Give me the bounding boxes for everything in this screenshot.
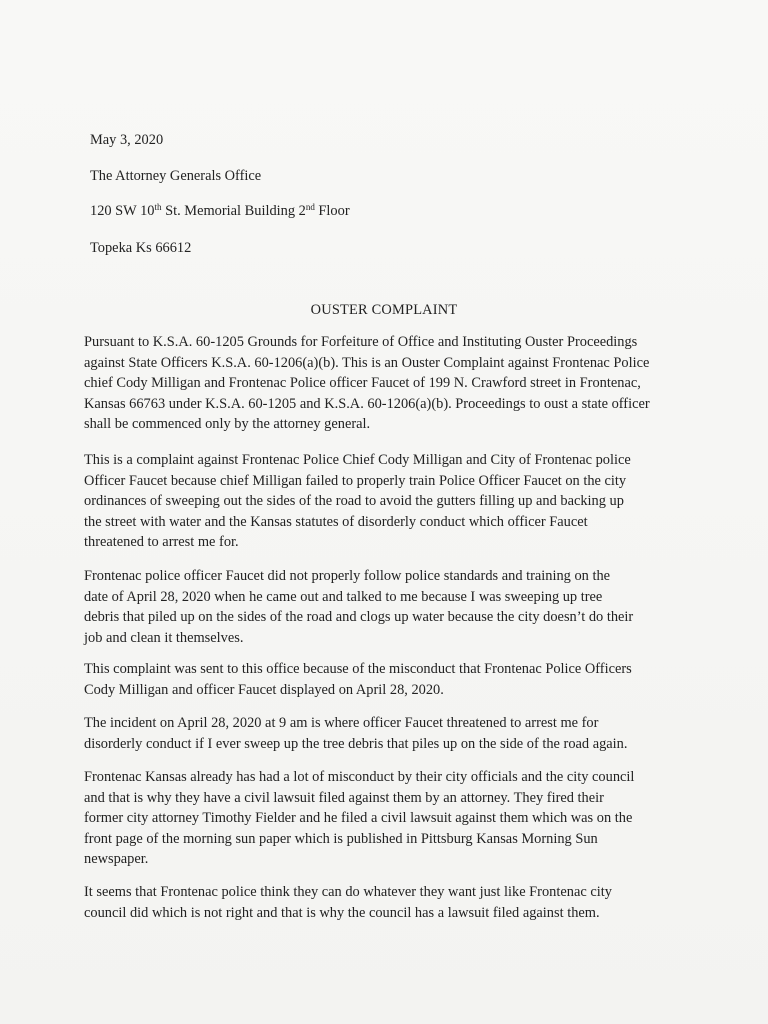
paragraph-line: Officer Faucet because chief Milligan failed to properly train Police Officer Faucet on the city bbox=[84, 472, 627, 489]
paragraph-line: chief Cody Milligan and Frontenac Police officer Faucet of 199 N. Crawford street in Frontenac, bbox=[84, 375, 641, 392]
paragraph bbox=[84, 713, 684, 754]
paragraph-line: disorderly conduct if I ever sweep up the tree debris that piles up on the side of the road again. bbox=[84, 735, 628, 752]
paragraph-line: and that is why they have a civil lawsuit filed against them by an attorney. They fired their bbox=[84, 789, 604, 806]
paragraph-line: ordinances of sweeping out the sides of the road to avoid the gutters filling up and backing up bbox=[84, 493, 624, 510]
paragraph-line: Frontenac Kansas already has had a lot of misconduct by their city officials and the city council bbox=[84, 769, 635, 785]
paragraph-line: former city attorney Timothy Fielder and he filed a civil lawsuit against them which was on the bbox=[84, 810, 633, 827]
paragraph bbox=[84, 450, 684, 553]
paragraph-line: threatened to arrest me for. bbox=[84, 534, 239, 551]
paragraph-line: shall be commenced only by the attorney general. bbox=[84, 416, 371, 433]
paragraph-line: Cody Milligan and officer Faucet displayed on April 28, 2020. bbox=[84, 681, 444, 698]
paragraph bbox=[84, 767, 684, 870]
paragraph-line: date of April 28, 2020 when he came out and talked to me because I was sweeping up tree bbox=[84, 588, 603, 605]
paragraph-line: council did which is not right and that is why the council has a lawsuit filed against them. bbox=[84, 904, 600, 921]
address-line-1 bbox=[90, 203, 350, 220]
address-part: St. Memorial Building 2 bbox=[161, 203, 306, 219]
paragraph-line: Kansas 66763 under K.S.A. 60-1205 and K.S.A. 60-1206(a)(b). Proceedings to oust a state officer bbox=[84, 395, 650, 412]
address-line-2: Topeka Ks 66612 bbox=[90, 240, 192, 256]
address-part: 120 SW 10 bbox=[90, 203, 155, 219]
paragraph-line: Frontenac police officer Faucet did not properly follow police standards and training on the bbox=[84, 568, 611, 584]
paragraph bbox=[84, 882, 684, 923]
address-superscript: nd bbox=[305, 202, 315, 212]
letter-date: May 3, 2020 bbox=[90, 132, 164, 148]
paragraph-line: newspaper. bbox=[84, 851, 149, 868]
paragraph-line: This complaint was sent to this office because of the misconduct that Frontenac Police Officers bbox=[84, 661, 632, 677]
paragraph-line: debris that piled up on the sides of the road and clogs up water because the city doesn’t do their bbox=[84, 609, 634, 626]
paragraph-line: This is a complaint against Frontenac Police Chief Cody Milligan and City of Frontenac police bbox=[84, 452, 631, 468]
paragraph-line: front page of the morning sun paper which is published in Pittsburg Kansas Morning Sun bbox=[84, 830, 598, 847]
address-part: Floor bbox=[314, 203, 350, 219]
recipient: The Attorney Generals Office bbox=[90, 168, 262, 184]
paragraph bbox=[84, 659, 684, 700]
paragraph bbox=[84, 566, 684, 648]
paragraph-line: the street with water and the Kansas statutes of disorderly conduct which officer Faucet bbox=[84, 513, 588, 530]
address-superscript: th bbox=[154, 202, 162, 212]
paragraph-line: The incident on April 28, 2020 at 9 am is where officer Faucet threatened to arrest me for bbox=[84, 715, 599, 731]
document-title: OUSTER COMPLAINT bbox=[310, 302, 458, 318]
paragraph-line: against State Officers K.S.A. 60-1206(a)(b). This is an Ouster Complaint against Frontenac Police bbox=[84, 354, 650, 371]
paragraph-line: It seems that Frontenac police think they can do whatever they want just like Frontenac city bbox=[84, 884, 612, 900]
paragraph bbox=[84, 332, 684, 435]
paragraph-line: Pursuant to K.S.A. 60-1205 Grounds for Forfeiture of Office and Instituting Ouster Proceedings bbox=[84, 334, 638, 350]
paragraph-line: job and clean it themselves. bbox=[84, 629, 244, 646]
